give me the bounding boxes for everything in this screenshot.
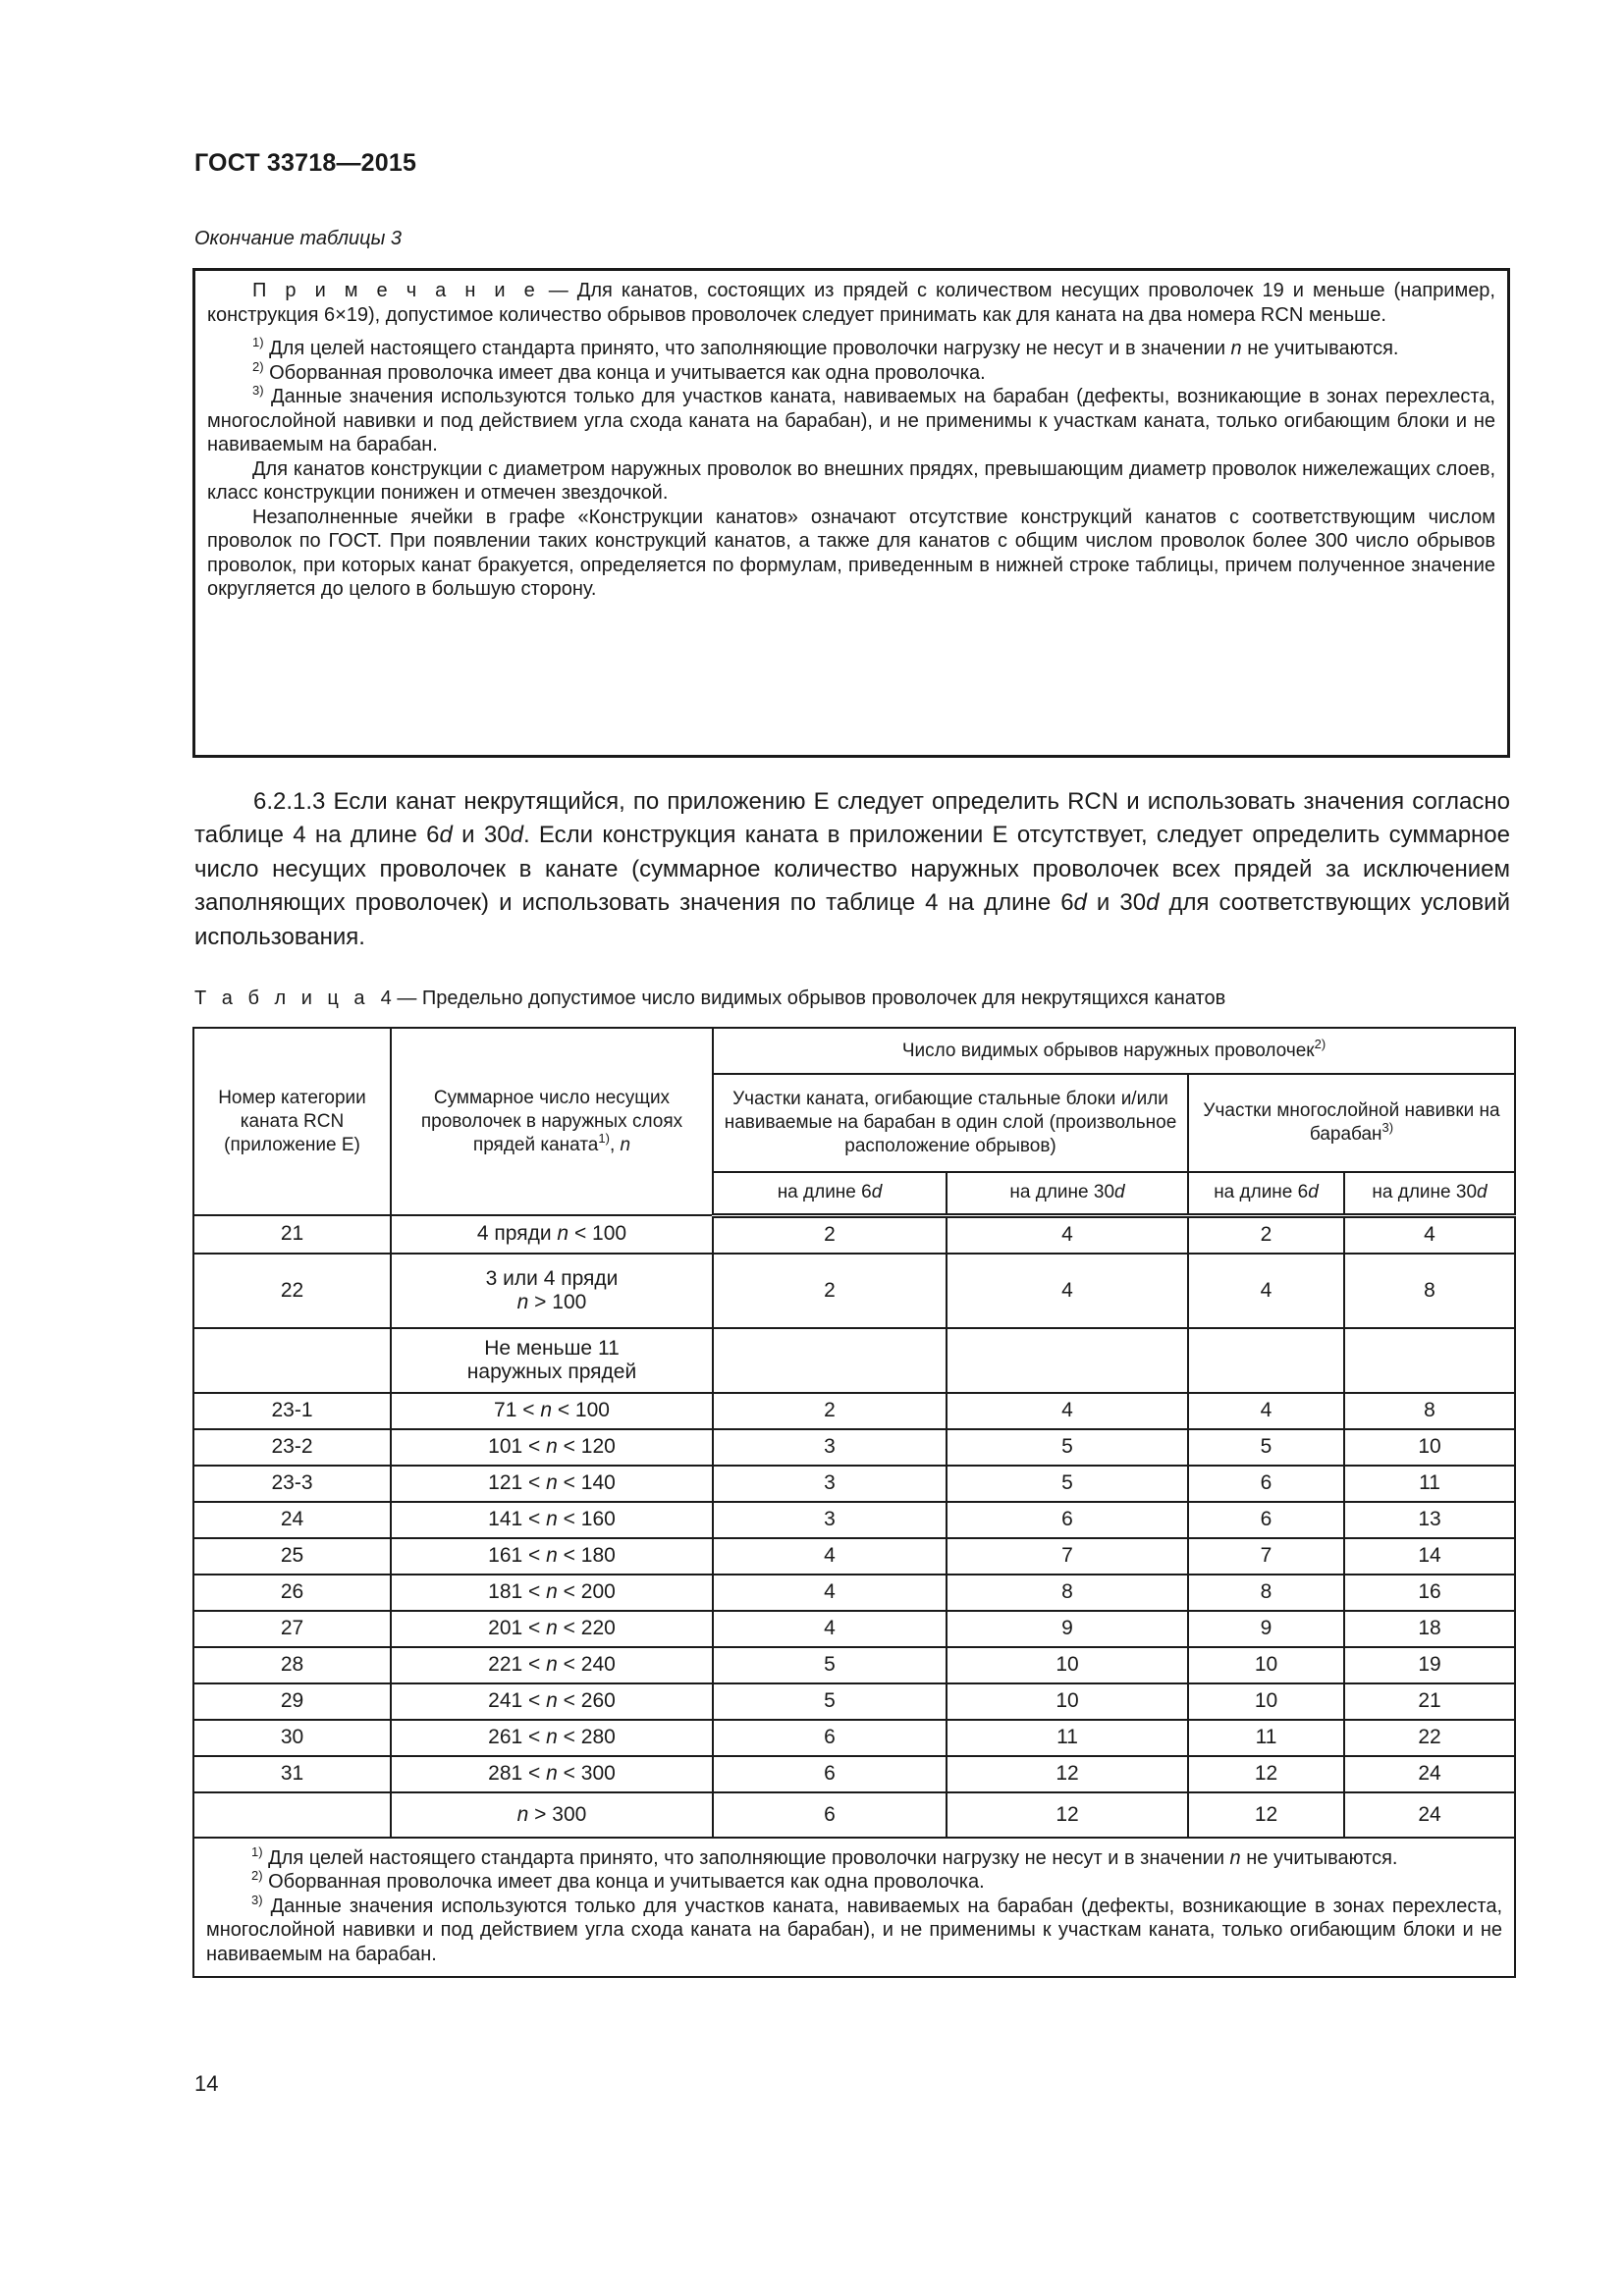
table-continuation-label: Окончание таблицы 3 [194, 228, 403, 249]
page-number: 14 [194, 2071, 219, 2096]
table-row: 22 3 или 4 пряди n > 100 2 4 4 8 [193, 1254, 1515, 1328]
table-row: n > 300 6 12 12 24 [193, 1792, 1515, 1838]
header-single-6d: на длине 6d [713, 1172, 947, 1215]
table-row: 29 241 < n < 260 5 10 10 21 [193, 1683, 1515, 1720]
note-label: П р и м е ч а н и е [252, 280, 540, 301]
footnote-3: $^{3)}$ Данные значения используются только для участков каната, навиваемых на барабан (дефекты, возникающие в зонах перехлеста, многослойной навивки и под действием угла схода каната на барабан), и не применимы к участкам каната, только огибающим блоки и не навиваемым на барабан. [207, 383, 1495, 455]
footnote-2: $^{2)}$ Оборванная проволочка имеет два конца и учитывается как одна проволочка. [252, 358, 986, 384]
table-row: 21 4 пряди n < 100 2 4 2 4 [193, 1215, 1515, 1254]
note-empty-cells-paragraph: Незаполненные ячейки в графе «Конструкции канатов» означают отсутствие конструкций канатов с соответствующим числом проволок по ГОСТ. При появлении таких конструкций канатов, а также для канатов с общим числом проволок более 300 число обрывов проволок, при которых канат бракуется, определяется по формулам, приведенным в нижней строке таблицы, причем полученное значение округляется до целого в большую сторону. [207, 506, 1495, 600]
table-row: 23-2 101 < n < 120 3 5 5 10 [193, 1429, 1515, 1466]
section-6-2-1-3 [194, 785, 1510, 954]
table-footnotes-row [193, 1838, 1515, 1978]
header-visible-breaks: Число видимых обрывов наружных проволочек$^{2)}$ [713, 1028, 1515, 1074]
table-row: 25 161 < n < 180 4 7 7 14 [193, 1538, 1515, 1575]
table-caption-label: Т а б л и ц а [194, 988, 370, 1009]
table4-container [192, 1027, 1514, 1978]
footnote-1: $^{1)}$ Для целей настоящего стандарта принято, что заполняющие проволочки нагрузку не несут и в значении n не учитываются. [252, 335, 1399, 359]
note-star-paragraph: Для канатов конструкции с диаметром наружных проволок во внешних прядях, превышающим диаметр проволок нижележащих слоев, класс конструкции понижен и отмечен звездочкой. [207, 457, 1495, 504]
table4 [192, 1027, 1516, 1978]
header-single-30d: на длине 30d [947, 1172, 1188, 1215]
header-multi-6d: на длине 6d [1188, 1172, 1344, 1215]
section-paragraph: 6.2.1.3 Если канат некрутящийся, по приложению Е следует определить RCN и использовать значения согласно таблице 4 на длине 6d и 30d. Если конструкция каната в приложении Е отсутствует, следует определить суммарное число несущих проволочек в канате (суммарное количество наружных проволочек всех прядей за исключением заполняющих проволочек) и использовать значения по таблице 4 на длине 6d и 30d для соответствующих условий использования. [194, 788, 1510, 950]
table-row: 23-3 121 < n < 140 3 5 6 11 [193, 1466, 1515, 1502]
header-single-layer: Участки каната, огибающие стальные блоки и/или навиваемые на барабан в один слой (произвольное расположение обрывов) [713, 1074, 1188, 1172]
section-number: 6.2.1.3 [253, 788, 326, 815]
document-designation: ГОСТ 33718—2015 [194, 149, 417, 177]
table-footnote-2: $^{2)}$ Оборванная проволочка имеет два конца и учитывается как одна проволочка. [251, 1868, 985, 1893]
table-footnote-3: $^{3)}$ Данные значения используются только для участков каната, навиваемых на барабан (дефекты, возникающие в зонах перехлеста, многослойной навивки и под действием угла схода каната на барабан), и не применимы к участкам каната, только огибающим блоки и не навиваемым на барабан. [206, 1892, 1503, 1965]
table-footnote-1: $^{1)}$ Для целей настоящего стандарта принято, что заполняющие проволочки нагрузку не несут и в значении n не учитываются. [251, 1843, 1398, 1869]
table-row: 23-1 71 < n < 100 2 4 4 8 [193, 1393, 1515, 1429]
table-row: 31 281 < n < 300 6 12 12 24 [193, 1756, 1515, 1792]
table3-notes-box [192, 268, 1510, 758]
header-multi-30d: на длине 30d [1344, 1172, 1515, 1215]
header-wire-count: Суммарное число несущих проволочек в наружных слоях прядей каната$^{1)}$, n [391, 1028, 713, 1215]
table-row: 26 181 < n < 200 4 8 8 16 [193, 1575, 1515, 1611]
table-footnotes [193, 1838, 1515, 1978]
table-row: 28 221 < n < 240 5 10 10 19 [193, 1647, 1515, 1683]
table4-caption: Т а б л и ц а 4 — Предельно допустимое число видимых обрывов проволочек для некрутящихся канатов [194, 988, 1226, 1009]
note-paragraph: П р и м е ч а н и е — Для канатов, состоящих из прядей с количеством несущих проволочек 19 и меньше (например, конструкция 6×19), допустимое количество обрывов проволочек следует принимать как для каната на два номера RCN меньше. [207, 280, 1495, 326]
table-row: 30 261 < n < 280 6 11 11 22 [193, 1720, 1515, 1756]
header-multi-layer: Участки многослойной навивки на барабан$^{3)}$ [1188, 1074, 1515, 1172]
table-row: Не меньше 11 наружных прядей [193, 1328, 1515, 1393]
table-row: 27 201 < n < 220 4 9 9 18 [193, 1611, 1515, 1647]
header-rcn: Номер категории каната RCN (приложение Е) [193, 1028, 391, 1215]
table-row: 24 141 < n < 160 3 6 6 13 [193, 1502, 1515, 1538]
